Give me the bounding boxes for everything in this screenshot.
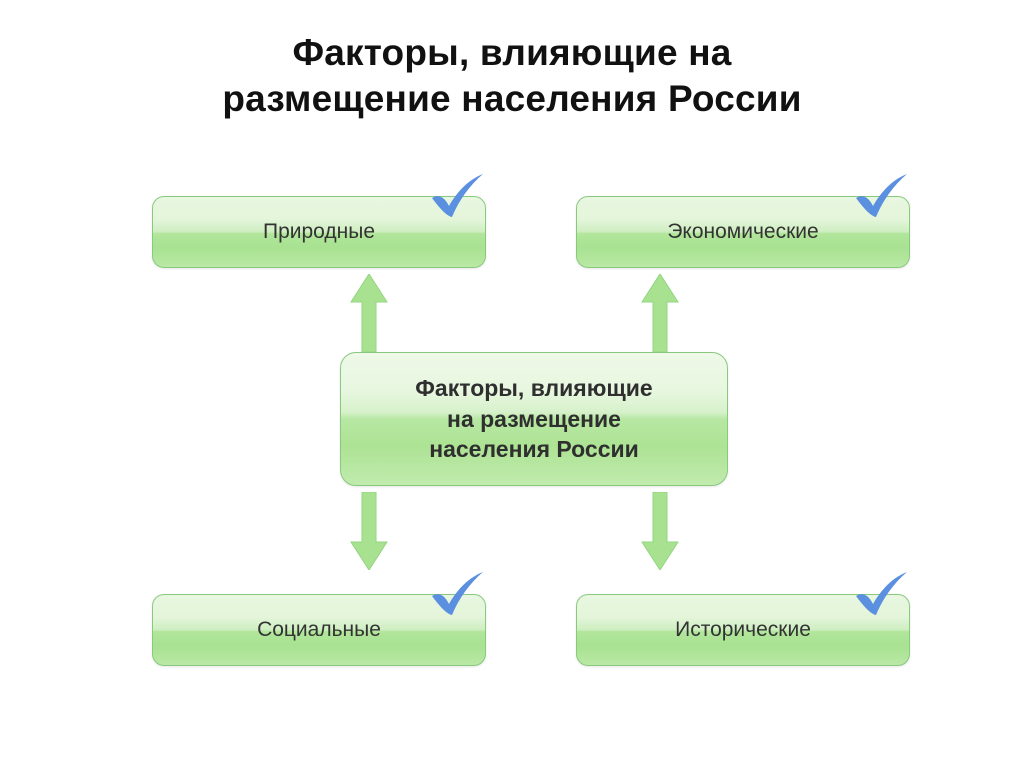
arrow-down-icon [349, 492, 389, 575]
diagram-node-natural-label: Природные [262, 219, 376, 243]
diagram-node-center-line-1: Факторы, влияющие [415, 374, 653, 401]
diagram-node-center[interactable] [340, 352, 728, 486]
page-title-line-2: размещение населения России [222, 77, 802, 119]
diagram-node-historical-label: Исторические [675, 617, 811, 641]
diagram-node-natural[interactable] [152, 196, 486, 268]
diagram-node-social-label: Социальные [257, 617, 381, 641]
diagram-node-social[interactable] [152, 594, 486, 666]
diagram-node-center-label [405, 373, 662, 465]
arrow-up-icon [640, 274, 680, 357]
diagram-node-economic-label: Экономические [667, 219, 819, 243]
page-title-line-1: Факторы, влияющие на [292, 32, 732, 73]
diagram-node-center-line-3: населения России [429, 436, 639, 463]
diagram-node-center-line-2: на размещение [447, 405, 621, 432]
arrow-up-icon [349, 274, 389, 357]
diagram-node-economic[interactable] [576, 196, 910, 268]
diagram-node-historical[interactable] [576, 594, 910, 666]
page-title [60, 30, 964, 122]
arrow-down-icon [640, 492, 680, 575]
